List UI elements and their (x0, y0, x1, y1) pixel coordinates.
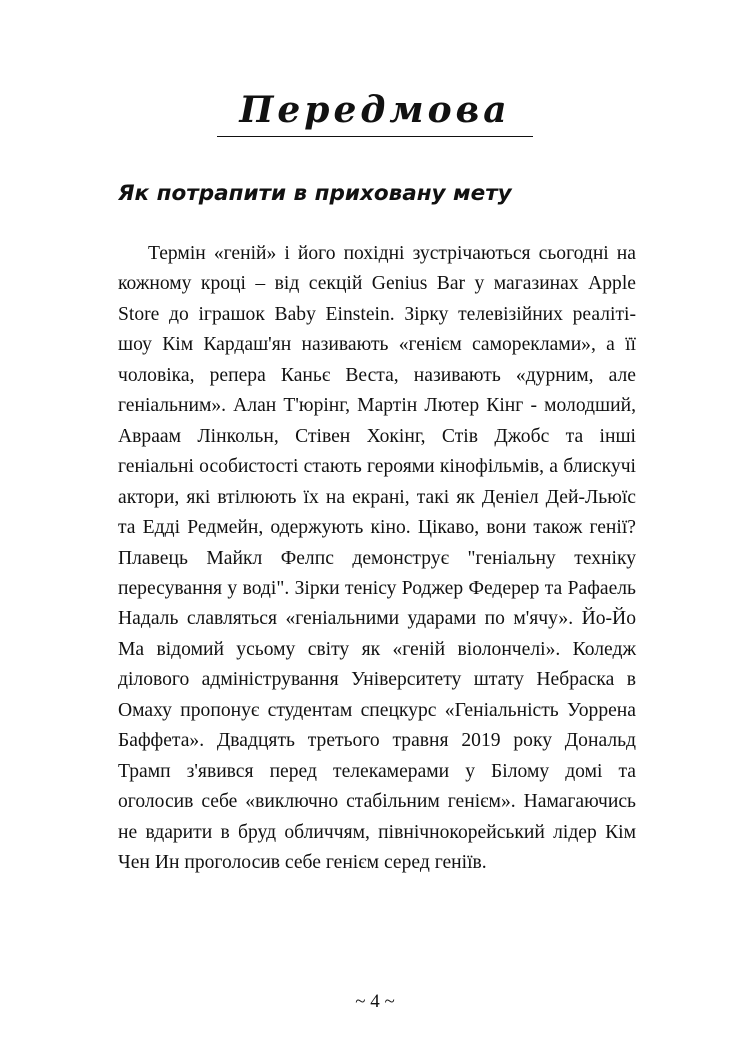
page-number: ~ 4 ~ (355, 991, 395, 1012)
body-paragraph (118, 239, 636, 879)
body-paragraph-text: Термін «геній» і його похідні зустрічаються сьогодні на кожному кроці – від секцій Genius Bar у магазинах Apple Store до іграшок Baby Einstein. Зірку телевізійних реаліті-шоу Кім Кардаш'ян називають «генієм самореклами», а її чоловіка, репера Каньє Веста, називають «дурним, але геніальним». Алан Т'юрінг, Мартін Лютер Кінг - молодший, Авраам Лінкольн, Стівен Хокінг, Стів Джобс та інші геніальні особистості стають героями кінофільмів, а блискучі актори, які втілюють їх на екрані, такі як Деніел Дей-Льюїс та Едді Редмейн, одержують кіно. Цікаво, вони також генії? Плавець Майкл Фелпс демонструє "геніальну техніку пересування у воді". Зірки тенісу Роджер Федерер та Рафаель Надаль славляться «геніальними ударами по м'ячу». Йо-Йо Ма відомий усьому світу як «геній віолончелі». Коледж ділового адміністрування Університету штату Небраска в Омаху пропонує студентам спецкурс «Геніальність Уоррена Баффета». Двадцять третього травня 2019 року Дональд Трамп з'явився перед телекамерами у Білому домі та оголосив себе «виключно стабільним генієм». Намагаючись не вдарити в бруд обличчям, північнокорейський лідер Кім Чен Ин проголосив себе генієм серед геніїв. (118, 243, 636, 874)
page-title: Передмова (239, 89, 511, 131)
title-underline (217, 136, 533, 137)
section-heading: Як потрапити в приховану мету (118, 181, 512, 206)
